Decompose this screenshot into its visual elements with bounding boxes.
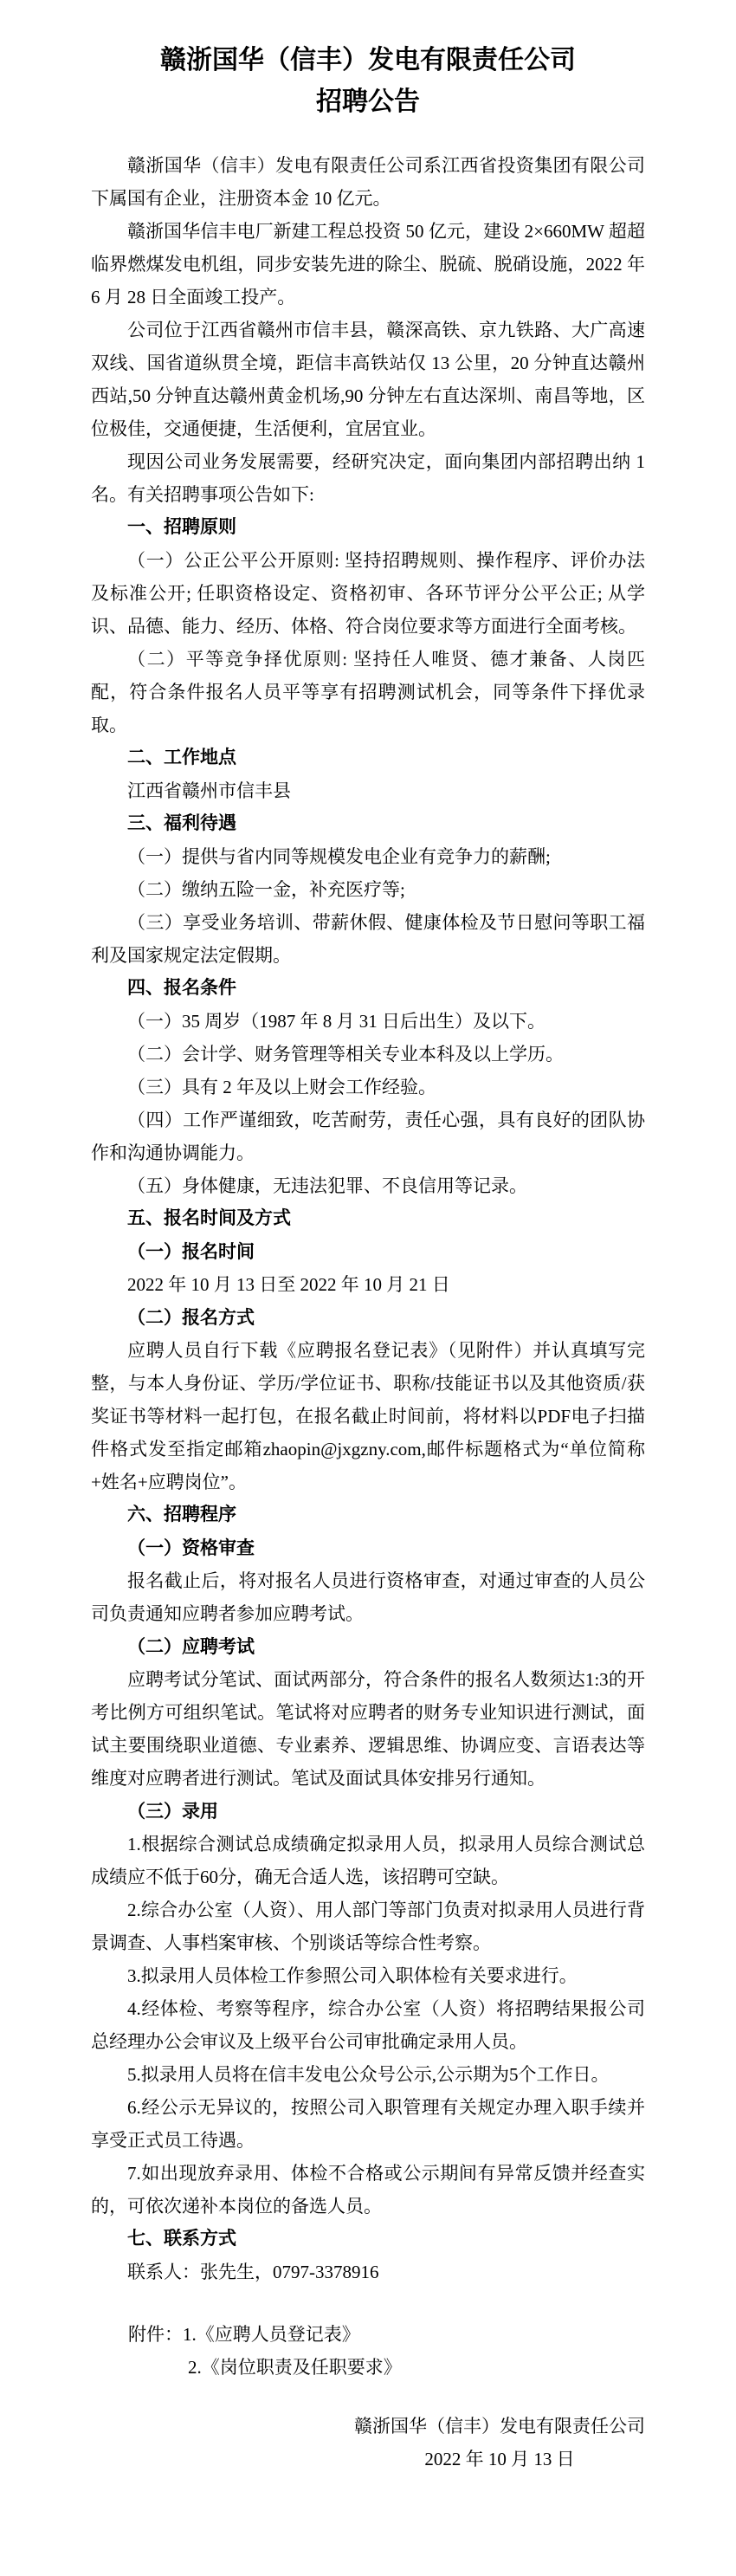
requirements-item-4: （四）工作严谨细致，吃苦耐劳，责任心强，具有良好的团队协作和沟通协调能力。 <box>91 1110 645 1163</box>
work-location-text: 江西省赣州市信丰县 <box>127 780 291 801</box>
attachments-label: 附件： <box>128 2324 183 2345</box>
title-line-1: 赣浙国华（信丰）发电有限责任公司 <box>160 46 576 74</box>
recruitment-exam-text: 应聘考试分笔试、面试两部分，符合条件的报名人数须达1:3的开考比例方可组织笔试。笔试将对应聘者的财务专业知识进行测试，面试主要围绕职业道德、专业素养、逻辑思维、协调应变、言语表达等维度对应聘者进行测试。笔试及面试具体安排另行通知。 <box>91 1669 645 1789</box>
attachment-item-1: 1.《应聘人员登记表》 <box>183 2324 360 2345</box>
principles-item-1: （一）公正公平公开原则: 坚持招聘规则、操作程序、评价办法及标准公开; 任职资格设定、资格初审、各环节评分公平公正; 从学识、品德、能力、经历、体格、符合岗位要求等方面进行全面考核。 <box>91 550 645 637</box>
employment-step-6: 6.经公示无异议的，按照公司入职管理有关规定办理入职手续并享受正式员工待遇。 <box>91 2097 645 2151</box>
intro-paragraph-3: 公司位于江西省赣州市信丰县，赣深高铁、京九铁路、大广高速双线、国省道纵贯全境，距信丰高铁站仅 13 公里，20 分钟直达赣州西站,50 分钟直达赣州黄金机场,90 分钟左右直达深圳、南昌等地，区位极佳，交通便捷，生活便利，宜居宜业。 <box>91 320 645 439</box>
subheading-application-method: （二）报名方式 <box>127 1307 255 1328</box>
section-heading-work-location: 二、工作地点 <box>127 748 236 767</box>
page-title <box>91 40 645 123</box>
employment-step-2: 2.综合办公室（人资）、用人部门等部门负责对拟录用人员进行背景调查、人事档案审核、个别谈话等综合性考察。 <box>91 1900 645 1953</box>
benefits-item-1: （一）提供与省内同等规模发电企业有竞争力的薪酬; <box>127 846 551 867</box>
application-time-text: 2022 年 10 月 13 日至 2022 年 10 月 21 日 <box>127 1274 450 1295</box>
benefits-item-2: （二）缴纳五险一金，补充医疗等; <box>127 879 405 900</box>
signature-company: 赣浙国华（信丰）发电有限责任公司 <box>354 2416 645 2437</box>
requirements-item-5: （五）身体健康，无违法犯罪、不良信用等记录。 <box>127 1175 527 1196</box>
attachment-line-1 <box>91 2318 645 2351</box>
requirements-item-3: （三）具有 2 年及以上财会工作经验。 <box>127 1077 436 1097</box>
application-method-text: 应聘人员自行下载《应聘报名登记表》（见附件）并认真填写完整，与本人身份证、学历/学位证书、职称/技能证书以及其他资质/获奖证书等材料一起打包，在报名截止时间前，将材料以PDF电子扫描件格式发至指定邮箱zhaopin@jxgzny.com,邮件标题格式为“单位简称+姓名+应聘岗位”。 <box>91 1340 645 1492</box>
employment-step-4: 4.经体检、考察等程序，综合办公室（人资）将招聘结果报公司总经理办公会审议及上级平台公司审批确定录用人员。 <box>91 1998 645 2052</box>
attachments-block <box>91 2318 645 2384</box>
attachment-line-2 <box>91 2351 645 2384</box>
subheading-employment: （三）录用 <box>127 1801 218 1822</box>
section-heading-contact: 七、联系方式 <box>127 2229 236 2249</box>
requirements-item-1: （一）35 周岁（1987 年 8 月 31 日后出生）及以下。 <box>127 1011 546 1032</box>
signature-inner <box>354 2410 645 2476</box>
benefits-item-3: （三）享受业务培训、带薪休假、健康体检及节日慰问等职工福利及国家规定法定假期。 <box>91 912 645 966</box>
requirements-item-2: （二）会计学、财务管理等相关专业本科及以上学历。 <box>127 1044 564 1065</box>
signature-date: 2022 年 10 月 13 日 <box>424 2449 575 2469</box>
employment-step-1: 1.根据综合测试总成绩确定拟录用人员，拟录用人员综合测试总成绩应不低于60分，确无合适人选，该招聘可空缺。 <box>91 1834 645 1887</box>
employment-step-3: 3.拟录用人员体检工作参照公司入职体检有关要求进行。 <box>127 1965 578 1986</box>
title-line-2: 招聘公告 <box>316 87 420 116</box>
section-heading-application-requirements: 四、报名条件 <box>127 978 236 998</box>
section-heading-application-time-method: 五、报名时间及方式 <box>127 1208 291 1228</box>
section-heading-recruitment-procedure: 六、招聘程序 <box>127 1505 236 1524</box>
principles-item-2: （二）平等竞争择优原则: 坚持任人唯贤、德才兼备、人岗匹配，符合条件报名人员平等享有招聘测试机会，同等条件下择优录取。 <box>91 649 645 735</box>
attachment-item-2: 2.《岗位职责及任职要求》 <box>188 2357 402 2378</box>
contact-person-text: 联系人：张先生，0797-3378916 <box>127 2262 379 2282</box>
employment-step-5: 5.拟录用人员将在信丰发电公众号公示,公示期为5个工作日。 <box>127 2064 610 2085</box>
intro-paragraph-4: 现因公司业务发展需要，经研究决定，面向集团内部招聘出纳 1 名。有关招聘事项公告如下: <box>91 451 645 505</box>
signature-block <box>91 2410 645 2476</box>
subheading-qualification-review: （一）资格审查 <box>127 1537 255 1558</box>
section-heading-recruitment-principles: 一、招聘原则 <box>127 517 236 537</box>
subheading-recruitment-exam: （二）应聘考试 <box>127 1636 255 1657</box>
intro-paragraph-2: 赣浙国华信丰电厂新建工程总投资 50 亿元，建设 2×660MW 超超临界燃煤发电机组，同步安装先进的除尘、脱硫、脱硝设施，2022 年 6 月 28 日全面竣工投产。 <box>91 221 645 307</box>
section-heading-benefits: 三、福利待遇 <box>127 813 236 833</box>
employment-step-7: 7.如出现放弃录用、体检不合格或公示期间有异常反馈并经查实的，可依次递补本岗位的备选人员。 <box>91 2163 645 2217</box>
qualification-review-text: 报名截止后，将对报名人员进行资格审查，对通过审查的人员公司负责通知应聘者参加应聘考试。 <box>91 1570 645 1624</box>
subheading-application-time: （一）报名时间 <box>127 1241 255 1262</box>
intro-paragraph-1: 赣浙国华（信丰）发电有限责任公司系江西省投资集团有限公司下属国有企业，注册资本金 10 亿元。 <box>91 155 645 209</box>
